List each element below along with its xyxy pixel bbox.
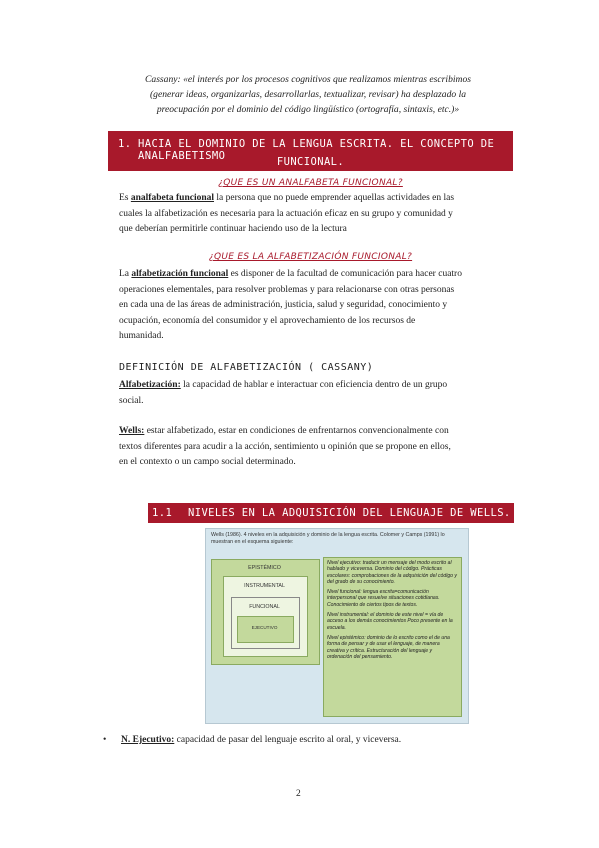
page-number: 2 <box>296 789 301 799</box>
wells-levels-figure <box>205 528 469 724</box>
wells-paragraph <box>119 424 514 471</box>
definition-heading: DEFINICIÓN DE ALFABETIZACIÓN ( CASSANY) <box>119 362 374 373</box>
section-1-1-title: NIVELES EN LA ADQUISICIÓN DEL LENGUAJE DE WELLS. <box>188 507 511 519</box>
note-ejecutivo: Nivel ejecutivo: traducir un mensaje del modo escrito al hablado y viceversa. Dominio del código. Prácticas escolares: comprobaciones de la adquisición del código y del grado de su conocimiento. <box>327 560 457 585</box>
definition-term: Alfabetización: <box>119 380 181 390</box>
figure-caption: Wells (1986). 4 niveles en la adquisición y dominio de la lengua escrita. Colomer y Camps (1991) lo muestran en el esquema siguiente: <box>211 532 445 545</box>
q2-line-5: humanidad. <box>119 331 164 341</box>
section-1-banner <box>108 131 513 171</box>
question-2-paragraph <box>119 267 514 345</box>
q2-term: alfabetización funcional <box>131 269 229 279</box>
wells-line-1 <box>119 424 514 440</box>
level-instrumental-label: INSTRUMENTAL <box>244 583 285 589</box>
note-epistemico: Nivel epistémico: dominio de lo escrito como el de una forma de pensar y de usar el lenguaje, de manera creativa y crítica. Estructuración del lenguaje y ordenación del pensamiento. <box>327 634 450 660</box>
bullet-marker: • <box>103 735 107 745</box>
q2-line-4: ocupación, economía del consumidor y el aprovechamiento de los recursos de <box>119 315 416 326</box>
q2-line-1-pre: La <box>119 269 132 279</box>
q2-line-1-post: es disponer de la facultad de comunicación para hacer cuatro <box>228 269 462 279</box>
question-1-paragraph <box>119 191 509 238</box>
note-funcional: Nivel funcional: lengua escrita=comunicación interpersonal que resuelve situaciones cotidianas. Conocimiento de ciertos tipos de textos. <box>327 589 440 608</box>
definition-line-1-rest: la capacidad de hablar e interactuar con eficiencia dentro de un grupo <box>180 380 448 390</box>
wells-line-2: textos diferentes para acudir a la acción, sentimiento u opinión que se propone en ellos, <box>119 441 451 452</box>
level-epistemico-label: EPISTÉMICO <box>248 565 281 571</box>
section-1-number: 1. <box>118 138 132 150</box>
figure-notes <box>323 557 462 717</box>
definition-line-2: social. <box>119 395 144 406</box>
definition-paragraph <box>119 378 514 409</box>
section-1-1-number: 1.1 <box>152 507 173 519</box>
quote-line-1: Cassany: «el interés por los procesos cognitivos que realizamos mientras escribimos <box>145 74 471 85</box>
section-1-title-line-1: HACIA EL DOMINIO DE LA LENGUA ESCRITA. EL CONCEPTO DE ANALFABETISMO <box>138 138 495 162</box>
level-funcional-label: FUNCIONAL <box>249 604 280 610</box>
bullet-rest: capacidad de pasar del lenguaje escrito al oral, y viceversa. <box>174 735 402 745</box>
question-1-heading: ¿QUE ES UN ANALFABETA FUNCIONAL? <box>218 178 403 188</box>
bullet-term: N. Ejecutivo: <box>121 735 175 745</box>
q1-line-1 <box>119 191 509 207</box>
q2-line-3: en cada una de las áreas de administración, justicia, salud y seguridad, conocimiento y <box>119 300 448 310</box>
q1-term: analfabeta funcional <box>130 193 215 203</box>
note-instrumental: Nivel instrumental: el dominio de este nivel = vía de acceso a los demás conocimientos Poco presente en la escuela. <box>327 612 453 631</box>
level-ejecutivo-label: EJECUTIVO <box>251 625 278 630</box>
wells-line-1-rest: estar alfabetizado, estar en condiciones de enfrentarnos convencionalmente con <box>144 426 449 436</box>
quote-line-3: preocupación por el dominio del código lingüístico (ortografía, sintaxis, etc.)» <box>156 104 460 115</box>
q1-line-2: cuales la alfabetización es necesaria para la actuación eficaz en su grupo y comunidad y <box>119 208 453 219</box>
q2-line-1 <box>119 267 514 283</box>
intro-quote <box>118 72 498 117</box>
q1-line-3: que deberían permitirle continuar haciendo uso de la lectura <box>119 224 347 234</box>
section-1-title-line-2: FUNCIONAL. <box>276 156 345 168</box>
section-1-1-banner <box>148 503 514 523</box>
wells-line-3: en el contexto o un campo social determinado. <box>119 457 296 467</box>
q1-line-1-post: la persona que no puede emprender aquellas actividades en las <box>214 193 455 203</box>
q2-line-2: operaciones elementales, para resolver problemas y para relacionarse con otras personas <box>119 284 455 295</box>
definition-line-1 <box>119 378 514 394</box>
question-2-heading: ¿QUE ES LA ALFABETIZACIÓN FUNCIONAL? <box>208 252 413 262</box>
bullet-item <box>121 733 401 749</box>
quote-line-2: (generar ideas, organizarlas, desarrollarlas, textualizar, revisar) ha desplazado la <box>149 89 467 100</box>
wells-term: Wells: <box>119 426 145 436</box>
q1-line-1-pre: Es <box>119 193 131 203</box>
